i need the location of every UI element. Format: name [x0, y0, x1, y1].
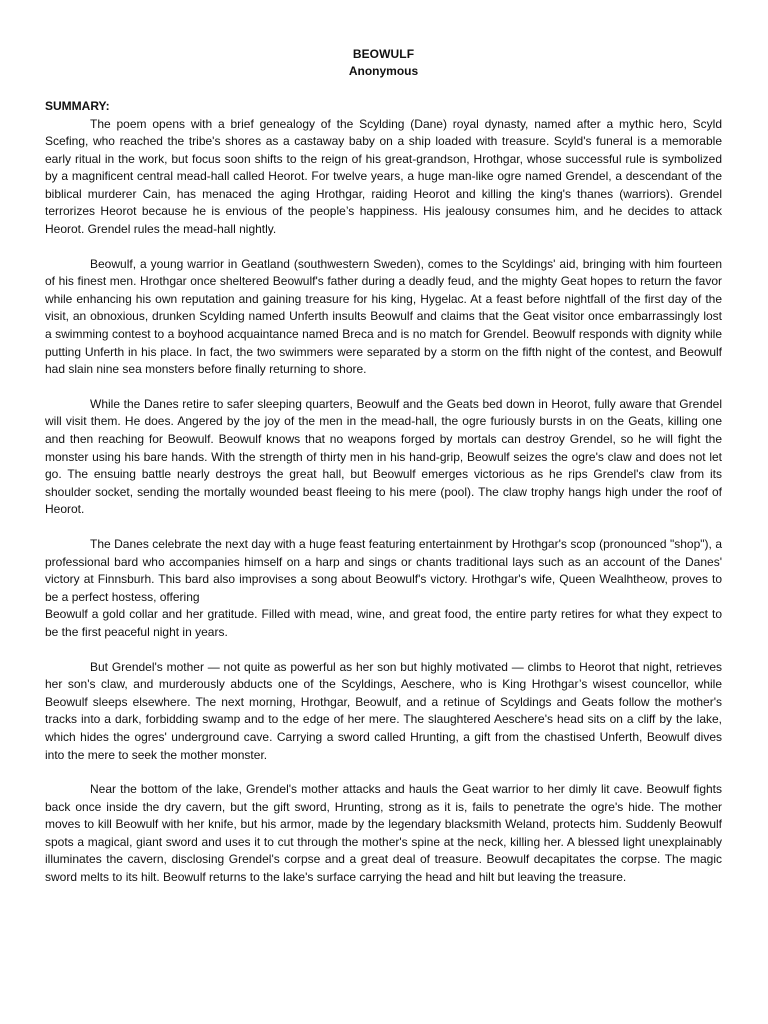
- paragraph-2: Beowulf, a young warrior in Geatland (southwestern Sweden), comes to the Scyldings' aid, bringing with him fourteen of his finest men. Hrothgar once sheltered Beowulf's father during a deadly feud, and the mighty Geat hopes to return the favor while enhancing his own reputation and gaining treasure for his king, Hygelac. At a feast before nightfall of the first day of the visit, an obnoxious, drunken Scylding named Unferth insults Beowulf and claims that the Geat visitor once embarrassingly lost a swimming contest to a boyhood acquaintance named Breca and is no match for Grendel. Beowulf responds with dignity while putting Unferth in his place. In fact, the two swimmers were separated by a storm on the fifth night of the contest, and Beowulf had slain nine sea monsters before finally returning to shore.: [45, 256, 722, 377]
- document-author: Anonymous: [348, 64, 419, 78]
- section-heading: SUMMARY:: [45, 99, 110, 113]
- paragraph-5: But Grendel's mother — not quite as powerful as her son but highly motivated — climbs to Heorot that night, retrieves her son's claw, and murderously abducts one of the Scyldings, Aeschere, who is King Hrothgar’s wisest councellor, while Beowulf sleeps elsewhere. The next morning, Hrothgar, Beowulf, and a retinue of Scyldings and Geats follow the mother's tracks into a dark, forbidding swamp and to the edge of her mere. The slaughtered Aeschere's head sits on a cliff by the lake, which hides the ogres' underground cave. Carrying a sword called Hrunting, a gift from the chastised Unferth, Beowulf dives into the mere to seek the mother monster.: [45, 659, 722, 762]
- document-title: BEOWULF: [352, 47, 415, 61]
- paragraph-4-continued: Beowulf a gold collar and her gratitude. Filled with mead, wine, and great food, the entire party retires for what they expect to be the first peaceful night in years.: [45, 607, 722, 639]
- paragraph-3: While the Danes retire to safer sleeping quarters, Beowulf and the Geats bed down in Heorot, fully aware that Grendel will visit them. He does. Angered by the joy of the men in the mead-hall, the ogre furiously bursts in on the Geats, killing one and then reaching for Beowulf. Beowulf knows that no weapons forged by mortals can destroy Grendel, so he will fight the monster using his bare hands. With the strength of thirty men in his hand-grip, Beowulf seizes the ogre's claw and does not let go. The ensuing battle nearly destroys the great hall, but Beowulf emerges victorious as he rips Grendel's claw from its shoulder socket, sending the mortally wounded beast fleeing to his mere (pool). The claw trophy hangs high under the roof of Heorot.: [45, 396, 722, 517]
- paragraph-4: The Danes celebrate the next day with a huge feast featuring entertainment by Hrothgar's scop (pronounced "shop"), a professional bard who accompanies himself on a harp and sings or chants traditional lays such as an account of the Danes' victory at Finnsburh. This bard also improvises a song about Beowulf's victory. Hrothgar's wife, Queen Wealhtheow, proves to be a perfect hostess, offering: [45, 536, 722, 604]
- paragraph-1: The poem opens with a brief genealogy of the Scylding (Dane) royal dynasty, named after a mythic hero, Scyld Scefing, who reached the tribe's shores as a castaway baby on a ship loaded with treasure. Scyld's funeral is a memorable early ritual in the work, but focus soon shifts to the reign of his great-grandson, Hrothgar, whose successful rule is symbolized by a magnificent central mead-hall called Heorot. For twelve years, a huge man-like ogre named Grendel, a descendant of the biblical murderer Cain, has menaced the aging Hrothgar, raiding Heorot and killing the king's thanes (warriors). Grendel terrorizes Heorot because he is envious of the people’s happiness. His jealousy consumes him, and he decides to attack Heorot. Grendel rules the mead-hall nightly.: [45, 116, 722, 237]
- title-block: [45, 46, 722, 80]
- paragraph-6: Near the bottom of the lake, Grendel's mother attacks and hauls the Geat warrior to her dimly lit cave. Beowulf fights back once inside the dry cavern, but the gift sword, Hrunting, strong as it is, fails to penetrate the ogre's hide. The mother moves to kill Beowulf with her knife, but his armor, made by the legendary blacksmith Weland, protects him. Suddenly Beowulf spots a magical, giant sword and uses it to cut through the mother's spine at the neck, killing her. A blessed light unexplainably illuminates the cavern, disclosing Grendel's corpse and a great deal of treasure. Beowulf decapitates the corpse. The magic sword melts to its hilt. Beowulf returns to the lake's surface carrying the head and hilt but leaving the treasure.: [45, 782, 722, 885]
